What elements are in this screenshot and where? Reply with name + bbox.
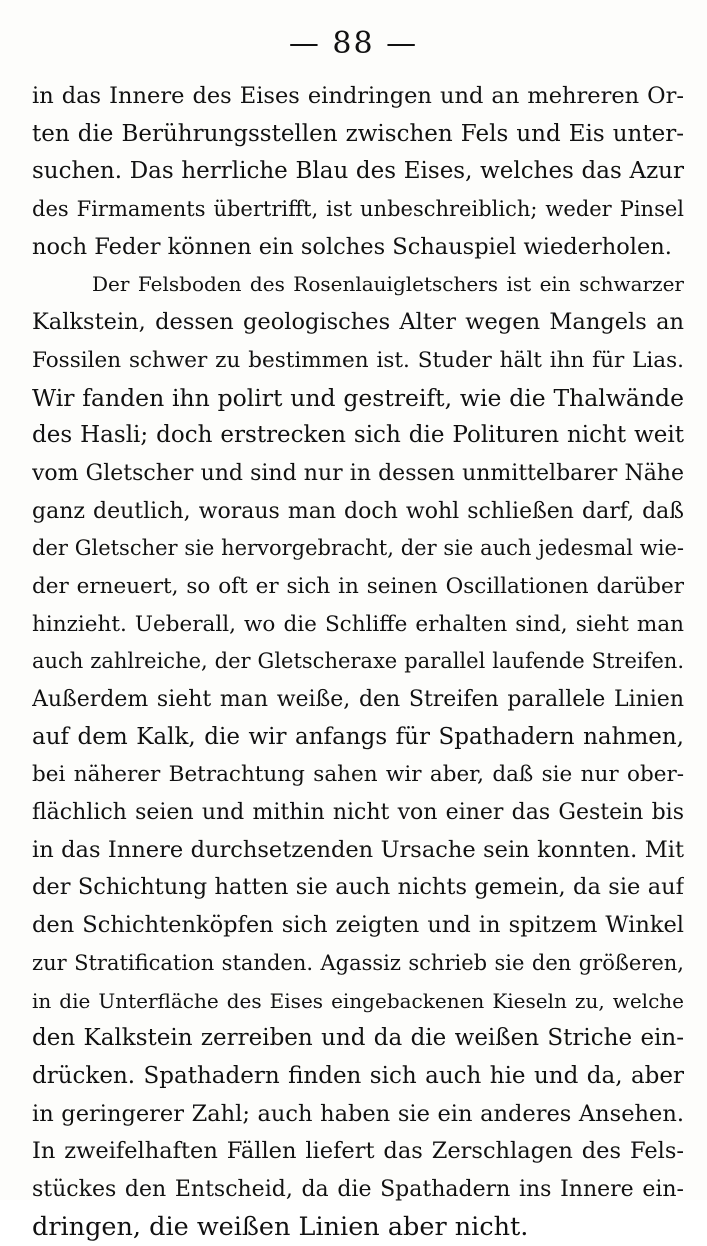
text-line: In zweifelhaften Fällen liefert das Zerschlagen des Fels- [32, 1138, 684, 1165]
text-line: Fossilen schwer zu bestimmen ist. Studer hält ihn für Lias. [32, 347, 684, 373]
text-line: vom Gletscher und sind nur in dessen unmittelbarer Nähe [32, 460, 684, 486]
text-line: flächlich seien und mithin nicht von einer das Gestein bis [32, 800, 684, 826]
text-line: stückes den Entscheid, da die Spathadern ins Innere ein- [32, 1176, 684, 1202]
text-line: in geringerer Zahl; auch haben sie ein anderes Ansehen. [32, 1100, 684, 1127]
text-line: in die Unterfläche des Eises eingebackenen Kieseln zu, welche [32, 988, 684, 1013]
text-line: Wir fanden ihn polirt und gestreift, wie die Thalwände [32, 383, 684, 412]
text-line: Kalkstein, dessen geologisches Alter wegen Mangels an [32, 309, 684, 336]
text-line: auch zahlreiche, der Gletscheraxe parallel laufende Streifen. [32, 649, 684, 674]
text-line: den Kalkstein zerreiben und da die weißen Striche ein- [32, 1025, 684, 1052]
text-line: hinzieht. Ueberall, wo die Schliffe erhalten sind, sieht man [32, 611, 684, 637]
text-line: ganz deutlich, woraus man doch wohl schließen darf, daß [32, 498, 684, 524]
body-text [32, 78, 684, 1246]
text-line: dringen, die weißen Linien aber nicht. [32, 1211, 529, 1242]
text-line: auf dem Kalk, die wir anfangs für Spathadern nahmen, [32, 723, 684, 750]
text-line: noch Feder können ein solches Schauspiel wiederholen. [32, 233, 672, 260]
text-line: den Schichtenköpfen sich zeigten und in spitzem Winkel [32, 912, 684, 939]
text-line: suchen. Das herrliche Blau des Eises, welches das Azur [32, 158, 684, 185]
text-line: der erneuert, so oft er sich in seinen Oscillationen darüber [32, 573, 684, 599]
text-line: in das Innere des Eises eindringen und an mehreren Or- [32, 83, 684, 109]
text-line: der Schichtung hatten sie auch nichts gemein, da sie auf [32, 874, 684, 901]
text-line: in das Innere durchsetzenden Ursache sein konnten. Mit [32, 836, 684, 863]
text-line: des Firmaments übertrifft, ist unbeschreiblich; weder Pinsel [32, 197, 684, 222]
text-line: drücken. Spathadern finden sich auch hie und da, aber [32, 1062, 684, 1089]
page-number: — 88 — [288, 26, 419, 61]
text-line: der Gletscher sie hervorgebracht, der sie auch jedesmal wie- [32, 536, 684, 561]
text-line: ten die Berührungsstellen zwischen Fels und Eis unter- [32, 120, 684, 147]
paragraph-first-line: Der Felsboden des Rosenlauigletschers ist ein schwarzer [92, 272, 684, 297]
text-line: des Hasli; doch erstrecken sich die Polituren nicht weit [32, 422, 684, 449]
text-line: zur Stratification standen. Agassiz schrieb sie den größeren, [32, 950, 684, 975]
text-line: bei näherer Betrachtung sahen wir aber, daß sie nur ober- [32, 762, 684, 788]
text-line: Außerdem sieht man weiße, den Streifen parallele Linien [32, 687, 684, 712]
